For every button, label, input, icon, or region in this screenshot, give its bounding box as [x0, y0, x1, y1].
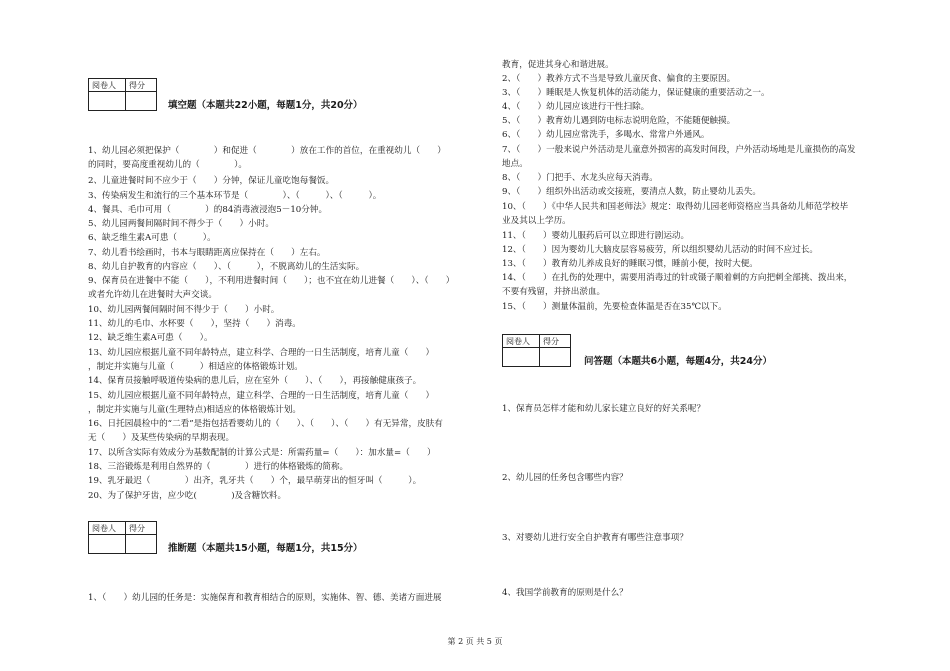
- question-line: 2、幼儿园的任务包含哪些内容？: [502, 473, 628, 483]
- question-line: 6、（ ）幼儿园应常洗手，多喝水、常常户外通风。: [502, 130, 710, 140]
- section-title-qa: 问答题（本题共6小题，每题4分，共24分）: [584, 356, 772, 367]
- question-line: 14、保育员接触呼吸道传染病的患儿后，应在室外（ ）、（ ），再接触健康孩子。: [88, 376, 422, 386]
- question-line: 7、（ ）一般来说户外活动是儿童意外损害的高发时间段，户外活动场地是儿童损伤的高发: [502, 145, 856, 155]
- question-line: 1、保育员怎样才能和幼儿家长建立良好的好关系呢？: [502, 404, 706, 414]
- question-line: 5、幼儿园两餐间隔时间不得少于（ ）小时。: [88, 219, 274, 229]
- score-box-qa: [502, 334, 571, 367]
- question-line: 业及其以上学历。: [502, 216, 571, 226]
- question-line: 16、日托园晨检中的“二看”是指包括看婴幼儿的（ ）、（ ）、（ ）有无异常，皮肤有: [88, 419, 443, 429]
- question-line: 4、（ ）幼儿园应该进行干性扫除。: [502, 102, 650, 112]
- question-line: 11、（ ）婴幼儿服药后可以立即进行剧运动。: [502, 231, 690, 241]
- question-line: 地点。: [502, 159, 528, 169]
- question-line: 15、（ ）测量体温前，先要检查体温是否在35℃以下。: [502, 302, 727, 312]
- question-line: 8、（ ）门把手、水龙头应每天消毒。: [502, 173, 658, 183]
- question-line: 8、幼儿自护教育的内容应（ ）、（ ），不脱离幼儿的生活实际。: [88, 262, 365, 272]
- reviewer-cell[interactable]: [503, 348, 540, 367]
- question-line: 3、（ ）睡眠是人恢复机体的活动能力，保证健康的重要活动之一。: [502, 88, 770, 98]
- question-line: 5、（ ）教育幼儿遇到防电标志说明危险，不能随便触摸。: [502, 116, 736, 126]
- question-line: 教育，促进其身心和谐进展。: [502, 60, 614, 70]
- question-line: 9、（ ）组织外出活动或交接班，要清点人数，防止婴幼儿丢失。: [502, 187, 761, 197]
- score-label: 得分: [126, 522, 157, 535]
- question-line: 20、为了保护牙齿，应少吃( )及含糖饮料。: [88, 491, 287, 501]
- score-cell[interactable]: [540, 348, 571, 367]
- score-label: 得分: [540, 335, 571, 348]
- question-line: 或者允许幼儿在进餐时大声交谈。: [88, 290, 217, 300]
- score-label: 得分: [126, 79, 157, 92]
- question-line: 13、（ ）教育幼儿养成良好的睡眠习惯，睡前小便，按时大便。: [502, 259, 758, 269]
- question-line: 1、（ ）幼儿园的任务是：实施保育和教育相结合的原则，实施体、智、德、美诸方面进展: [88, 593, 442, 603]
- question-line: 不要有残留，并挤出淤血。: [502, 287, 606, 297]
- question-line: 10、（ ）《中华人民共和国老师法》规定：取得幼儿园老师资格应当具备幼儿师范学校毕: [502, 202, 849, 212]
- page-footer: 第 2 页 共 5 页: [447, 637, 503, 646]
- question-line: 7、幼儿看书绘画时，书本与眼睛距离应保持在（ ）左右。: [88, 248, 326, 258]
- question-line: 2、（ ）教养方式不当是导致儿童厌食、偏食的主要原因。: [502, 74, 736, 84]
- reviewer-cell[interactable]: [89, 535, 126, 554]
- question-line: 10、幼儿园两餐间隔时间不得少于（ ）小时。: [88, 305, 280, 315]
- score-cell[interactable]: [126, 535, 157, 554]
- reviewer-label: 阅卷人: [503, 335, 540, 348]
- question-line: 14、（ ）在扎伤的处理中，需要用消毒过的针或镊子顺着刺的方向把刺全部挑、拨出来，: [502, 273, 853, 283]
- question-line: 4、餐具、毛巾可用（ ）的84消毒液浸泡5－10分钟。: [88, 205, 328, 215]
- question-line: 2、儿童进餐时间不应少于（ ）分钟，保证儿童吃饱每餐饭。: [88, 176, 335, 186]
- question-line: 的同时，要高度重视幼儿的（ ）。: [88, 160, 247, 170]
- question-line: 3、对婴幼儿进行安全自护教育有哪些注意事项？: [502, 533, 688, 543]
- question-line: 19、乳牙最迟（ ）出齐，乳牙共（ ）个，最早萌芽出的恒牙叫（ ）。: [88, 476, 422, 486]
- section-title-true-false: 推断题（本题共15小题，每题1分，共15分）: [168, 543, 363, 554]
- score-cell[interactable]: [126, 92, 157, 111]
- question-line: 6、缺乏维生素A可患（ ）。: [88, 233, 216, 243]
- question-line: 17、以所含实际有效成分为基数配制的计算公式是：所需药量=（ ）：加水量=（ ）: [88, 448, 436, 458]
- question-line: 3、传染病发生和流行的三个基本环节是（ ）、（ ）、（ ）。: [88, 191, 382, 201]
- question-line: 9、保育员在进餐中不能（ ），不利用进餐时间（ ）；也不宜在幼儿进餐（ ）、（ ）: [88, 276, 455, 286]
- question-line: 18、三浴锻炼是利用自然界的（ ）进行的体格锻炼的简称。: [88, 462, 349, 472]
- question-line: 1、幼儿园必须把保护（ ）和促进（ ）放在工作的首位，在重视幼儿（ ）: [88, 146, 446, 156]
- question-line: 无（ ）及某些传染病的早期表现。: [88, 433, 235, 443]
- score-box-fill-in: [88, 78, 157, 111]
- question-line: 15、幼儿园应根据儿童不同年龄特点，建立科学、合理的一日生活制度，培育儿童（ ）: [88, 391, 435, 401]
- question-line: ，制定并实施与儿童（ ）相适应的体格锻炼计划。: [88, 362, 303, 372]
- question-line: ，制定并实施与儿童(生理特点)相适应的体格锻炼计划。: [88, 405, 301, 415]
- score-box-true-false: [88, 521, 157, 554]
- reviewer-label: 阅卷人: [89, 522, 126, 535]
- question-line: 11、幼儿的毛巾、水杯要（ ），坚持（ ）消毒。: [88, 319, 301, 329]
- question-line: 13、幼儿园应根据儿童不同年龄特点，建立科学、合理的一日生活制度，培育儿童（ ）: [88, 348, 435, 358]
- question-line: 12、（ ）因为婴幼儿大脑皮层容易疲劳，所以组织婴幼儿活动的时间不应过长。: [502, 245, 819, 255]
- section-title-fill-in: 填空题（本题共22小题，每题1分，共20分）: [168, 100, 363, 111]
- reviewer-label: 阅卷人: [89, 79, 126, 92]
- question-line: 4、我国学前教育的原则是什么？: [502, 588, 628, 598]
- reviewer-cell[interactable]: [89, 92, 126, 111]
- question-line: 12、缺乏维生素A可患（ ）。: [88, 333, 213, 343]
